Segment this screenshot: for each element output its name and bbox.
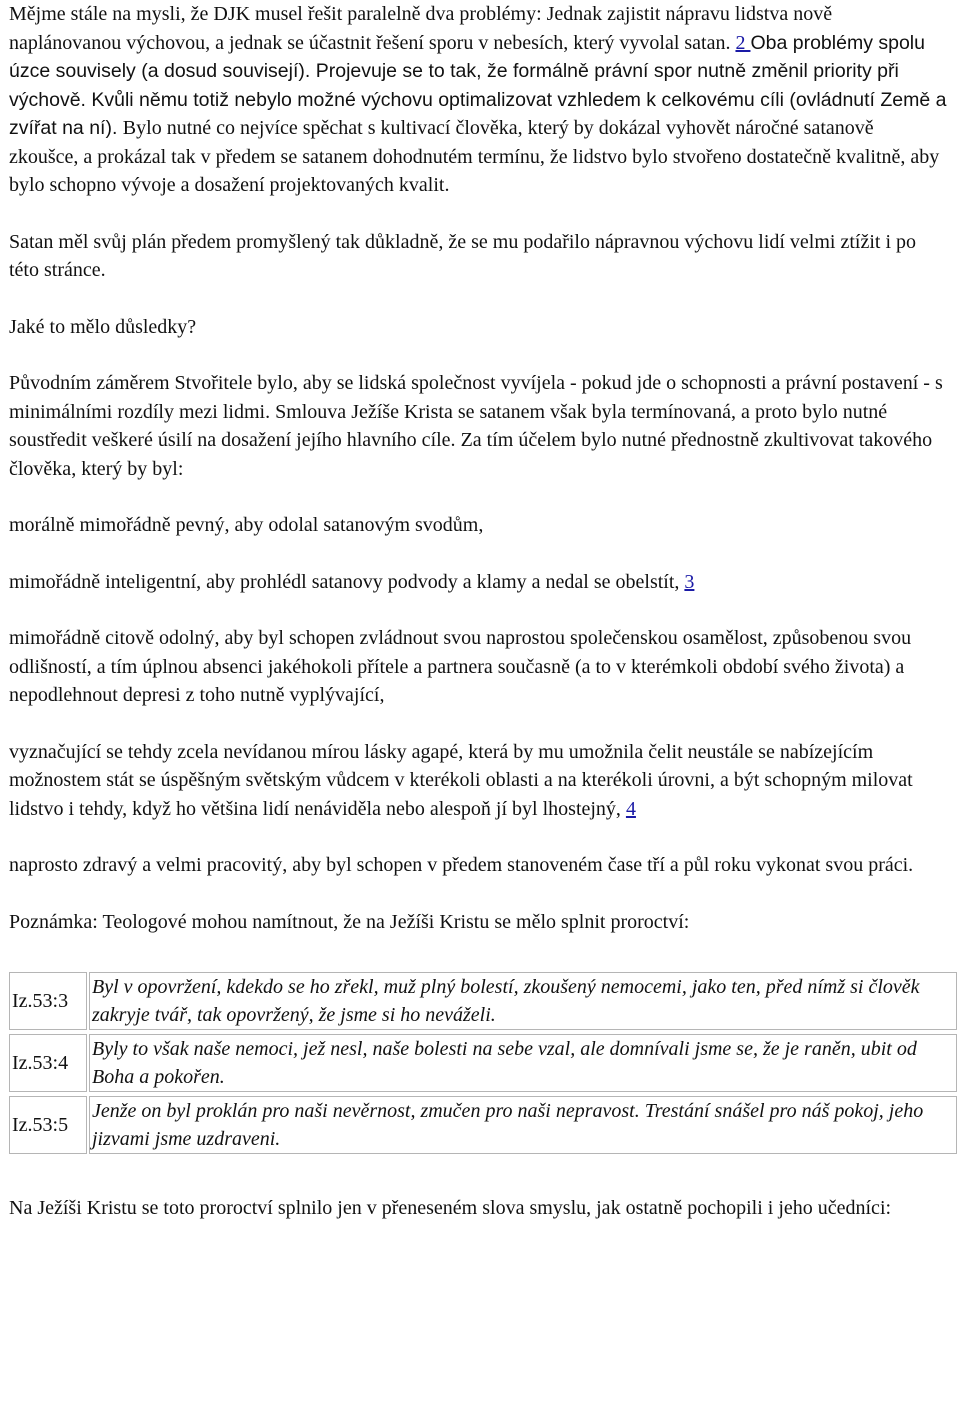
list-item-intelligent-text: mimořádně inteligentní, aby prohlédl satanovy podvody a klamy a nedal se obelstít, [9,570,685,593]
table-row [9,1096,957,1154]
paragraph-original-intent-text-a: Původním záměrem Stvořitele bylo, aby se lidská společnost vyvíjela - pokud jde o schopnosti a právní postavení - s minimálními rozdíly mezi lidmi. Smlouva Ježíše Krista se satanem však byla termínovaná, a proto bylo nutné soustředit veškeré úsilí na dosažení jejího hlavního cíle. [9,372,943,451]
footnote-link-4[interactable]: 4 [625,797,636,820]
paragraph-note: Poznámka: Teologové mohou namítnout, že na Ježíši Kristu se mělo splnit proroctví: [9,910,690,933]
list-item-healthy: naprosto zdravý a velmi pracovitý, aby byl schopen v předem stanoveném čase tří a půl roku vykonat svou práci. [9,854,914,876]
list-item-agape [9,738,948,824]
quote-text: Byl v opovržení, kdekdo se ho zřekl, muž plný bolestí, zkoušený nemocemi, jako ten, před nímž si člověk zakryje tvář, tak opovržený, že jsme si ho neváželi. [89,972,957,1030]
quote-reference: Iz.53:4 [9,1034,87,1092]
footnote-link-3[interactable]: 3 [684,570,695,593]
table-row [9,1034,957,1092]
quote-text: Byly to však naše nemoci, jež nesl, naše bolesti na sebe vzal, ale domnívali jsme se, že je raněn, ubit od Boha a pokořen. [89,1034,957,1092]
list-item-intelligent [9,568,948,597]
list-item-emotional: mimořádně citově odolný, aby byl schopen zvládnout svou naprostou společenskou osamělost, způsobenou svou odlišností, a tím úplnou absenci jakéhokoli přítele a partnera současně (a to v kterémkoli období svého života) a nepodlehnout depresi z toho nutně vyplývající, [9,627,912,706]
isaiah-quotes-table [7,968,959,1158]
paragraph-original-intent [9,369,948,483]
paragraph-intro-text-b: Oba problémy spolu úzce souvisely (a dosud souvisejí). Projevuje se to tak, že formálně právní spor nutně změnil priority při výchově. Kvůli němu totiž nebylo možné výchovu optimalizovat vzhledem k celkovému cíli (ovládnutí Země a zvířat na ní). [9,31,947,139]
paragraph-intro-text-a: Mějme stále na mysli, že DJK musel řešit paralelně dva problémy: Jednak zajistit nápravu lidstva nově naplánovanou výchovou, a jednak se účastnit řešení sporu v nebesích, který vyvolal satan. [9,3,833,54]
paragraph-original-intent-text-b: Za tím účelem bylo nutné přednostně zkultivovat takového člověka, který by byl: [9,429,933,480]
list-item-moral: morálně mimořádně pevný, aby odolal satanovým svodům, [9,514,484,536]
paragraph-satan-plan: Satan měl svůj plán předem promyšlený tak důkladně, že se mu podařilo nápravnou výchovu lidí velmi ztížit i po této stránce. [9,230,917,281]
paragraph-fulfilment: Na Ježíši Kristu se toto proroctví splnilo jen v přeneseném slova smyslu, jak ostatně pochopili i jeho učedníci: [9,1197,892,1219]
paragraph-intro-text-c: Bylo nutné co nejvíce spěchat s kultivací člověka, který by dokázal vyhovět náročné satanově zkoušce, a prokázal tak v předem se satanem dohodnutém termínu, že lidstvo bylo stvořeno dostatečně kvalitně, aby bylo schopno vývoje a dosažení projektovaných kvalit. [9,117,940,196]
footnote-link-2[interactable]: 2 [735,31,751,54]
quote-reference: Iz.53:5 [9,1096,87,1154]
paragraph-intro [9,0,948,200]
list-item-agape-text: vyznačující se tehdy zcela nevídanou mírou lásky agapé, která by mu umožnila čelit neustále se nabízejícím možnostem stát se úspěšným světským vůdcem v kterékoli oblasti a na kterékoli úrovni, a být schopným milovat lidstvo i tehdy, když ho většina lidí nenáviděla nebo alespoň jí byl lhostejný, [9,740,913,820]
quote-text: Jenže on byl proklán pro naši nevěrnost, zmučen pro naši nepravost. Trestání snášel pro náš pokoj, jeho jizvami jsme uzdraveni. [89,1096,957,1154]
quote-reference: Iz.53:3 [9,972,87,1030]
paragraph-question: Jaké to mělo důsledky? [9,315,197,338]
table-row [9,972,957,1030]
